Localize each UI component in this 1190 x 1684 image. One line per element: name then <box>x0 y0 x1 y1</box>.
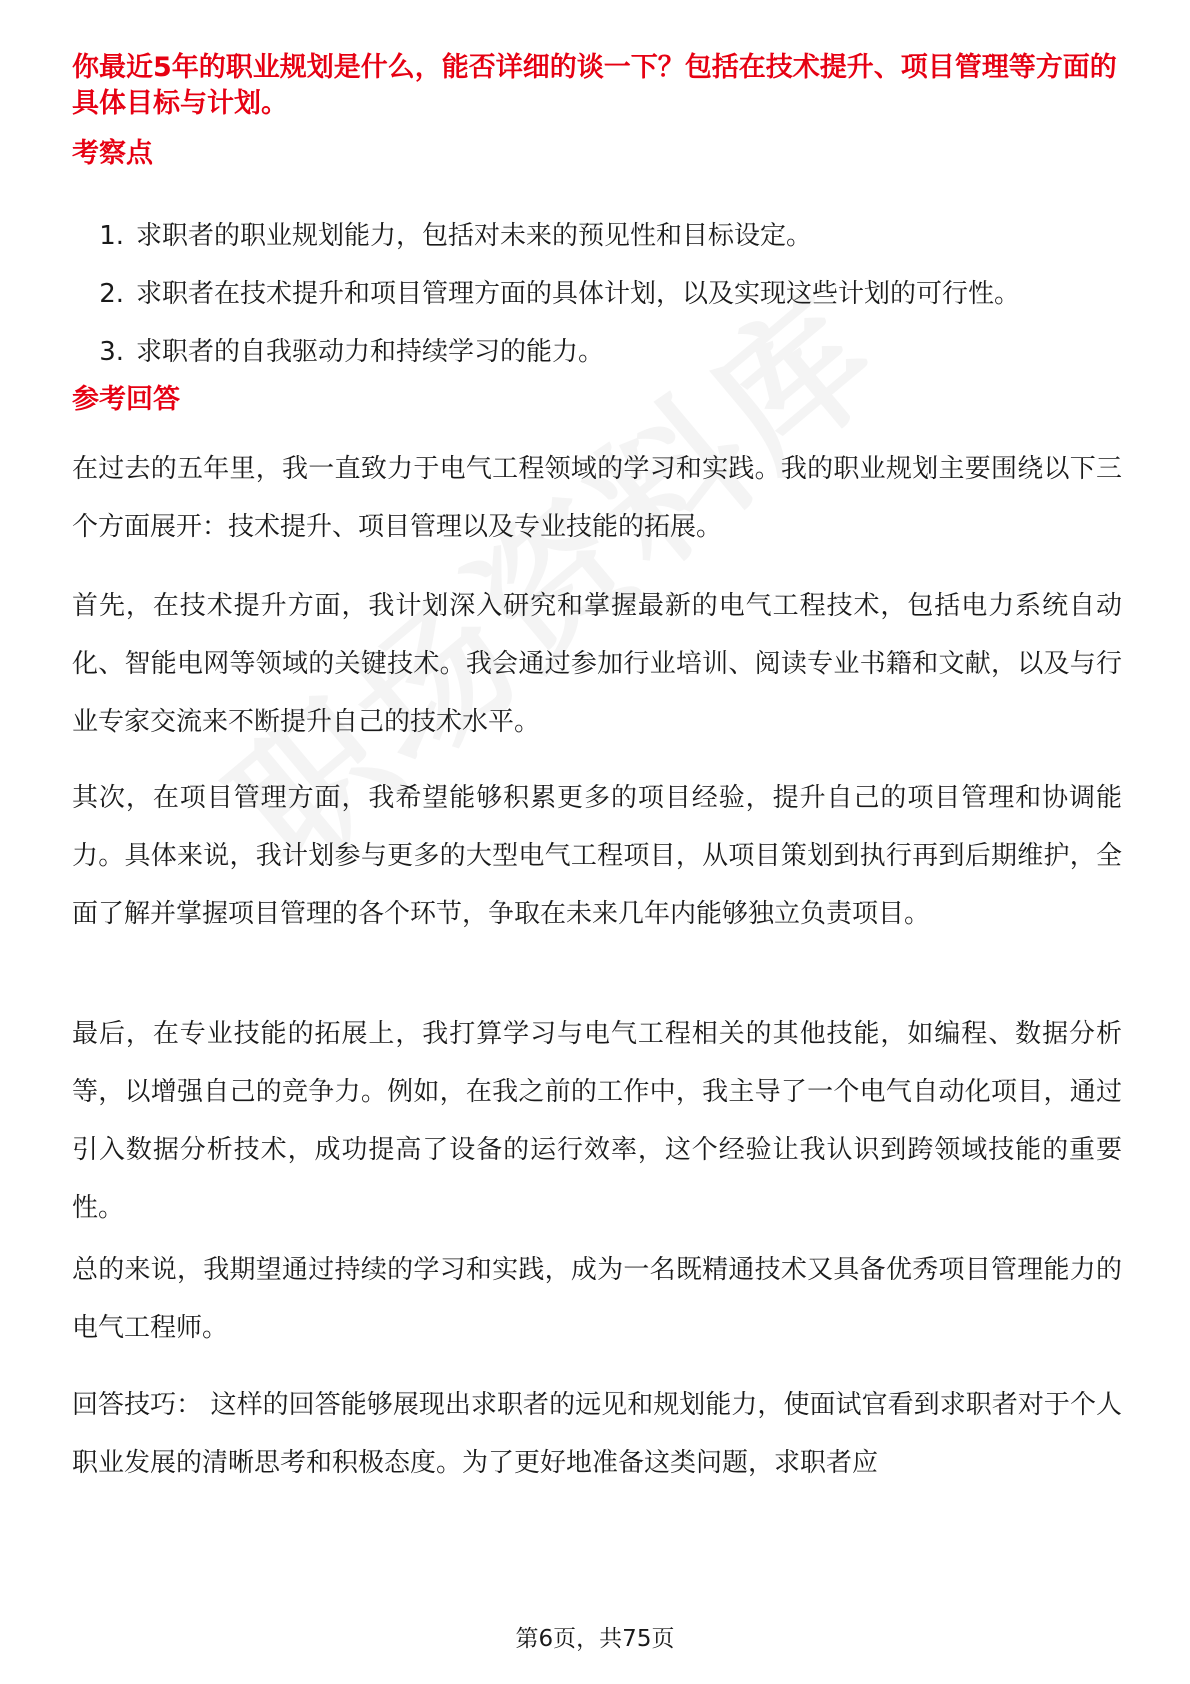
list-text: 求职者在技术提升和项目管理方面的具体计划，以及实现这些计划的可行性。 <box>136 279 1021 309</box>
list-number: 3. <box>99 337 124 367</box>
list-number: 1. <box>99 221 124 251</box>
assessment-list <box>72 218 1122 392</box>
answer-paragraph-summary: 总的来说，我期望通过持续的学习和实践，成为一名既精通技术又具备优秀项目管理能力的电气工程师。 <box>72 1255 1122 1343</box>
question-heading: 你最近5年的职业规划是什么，能否详细的谈一下？包括在技术提升、项目管理等方面的具体目标与计划。 <box>72 52 1117 119</box>
list-text: 求职者的职业规划能力，包括对未来的预见性和目标设定。 <box>136 221 813 251</box>
assessment-title: 考察点 <box>72 138 153 169</box>
answer-paragraph-management: 其次，在项目管理方面，我希望能够积累更多的项目经验，提升自己的项目管理和协调能力。具体来说，我计划参与更多的大型电气工程项目，从项目策划到执行再到后期维护，全面了解并掌握项目管理的各个环节，争取在未来几年内能够独立负责项目。 <box>72 783 1122 929</box>
answer-paragraph-technical: 首先，在技术提升方面，我计划深入研究和掌握最新的电气工程技术，包括电力系统自动化、智能电网等领域的关键技术。我会通过参加行业培训、阅读专业书籍和文献，以及与行业专家交流来不断提升自己的技术水平。 <box>72 591 1122 737</box>
list-item <box>72 334 1122 370</box>
answer-paragraph-intro: 在过去的五年里，我一直致力于电气工程领域的学习和实践。我的职业规划主要围绕以下三个方面展开：技术提升、项目管理以及专业技能的拓展。 <box>72 454 1122 542</box>
list-item <box>72 276 1122 312</box>
page-number: 第6页，共75页 <box>515 1626 675 1652</box>
list-item <box>72 218 1122 254</box>
answer-paragraph-skills: 最后，在专业技能的拓展上，我打算学习与电气工程相关的其他技能，如编程、数据分析等，以增强自己的竞争力。例如，在我之前的工作中，我主导了一个电气自动化项目，通过引入数据分析技术，成功提高了设备的运行效率，这个经验让我认识到跨领域技能的重要性。 <box>72 1019 1122 1223</box>
answer-tips-paragraph: 回答技巧： 这样的回答能够展现出求职者的远见和规划能力，使面试官看到求职者对于个人职业发展的清晰思考和积极态度。为了更好地准备这类问题，求职者应 <box>72 1390 1122 1478</box>
reference-title: 参考回答 <box>72 384 180 415</box>
list-text: 求职者的自我驱动力和持续学习的能力。 <box>136 337 605 367</box>
list-number: 2. <box>99 279 124 309</box>
